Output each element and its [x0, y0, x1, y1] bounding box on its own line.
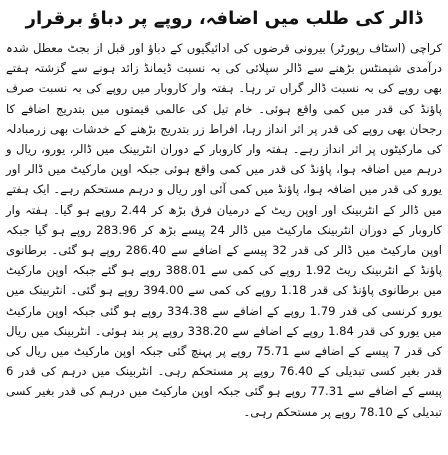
article-body: کراچی (اسٹاف رپورٹر) بیرونی قرضوں کی ادائیگیوں کے دباؤ اور قبل از بجٹ معطل شدہ درآمدی شپمنٹس بڑھنے سے ڈالر سپلائی کی بہ نسبت ڈیمانڈ زائد ہونے سے گزشتہ ہفتے بھی روپے کی بہ نسبت ڈالر گراں تر رہا۔ ہفتہ وار کاروبار میں روپے کی بہ نسبت صرف پاؤنڈ کی قدر میں کمی واقع ہوئی۔ خام تیل کی عالمی قیمتوں میں بتدریج اضافے کا رجحان بھی روپے کی قدر پر اثر انداز رہا، افراط زر بتدریج بڑھنے کے خدشات بھی زرمبادلہ کی مارکیٹوں پر اثر انداز رہے۔ ہفتہ وار کاروبار کے دوران انٹربینک میں ڈالر، یورو، ریال و درہم میں اضافہ ہوا، پاؤنڈ کی قدر میں کمی واقع ہوئی جبکہ اوپن مارکیٹ میں ڈالر اور یورو کی قدر میں اضافہ ہوا، پاؤنڈ میں کمی آئی اور ریال و درہم مستحکم رہے۔ ایک ہفتے میں ڈالر کے انٹربینک اور اوپن ریٹ کے درمیان فرق بڑھ کر 2.44 روپے ہو گیا۔ ہفتہ وار کاروبار کے دوران انٹربینک مارکیٹ میں ڈالر 24 پیسے بڑھ کر 283.96 روپے ہو گیا جبکہ اوپن مارکیٹ میں ڈالر کی قدر 32 پیسے کے اضافے سے 286.40 روپے ہو گئی۔ برطانوی پاؤنڈ کے انٹربینک ریٹ 1.92 روپے کی کمی سے 388.01 روپے ہو گئے جبکہ اوپن مارکیٹ میں برطانوی پاؤنڈ کی قدر 1.18 روپے کی کمی سے 394.00 روپے ہو گئی۔ انٹربینک میں یورو کرنسی کی قدر 1.79 روپے کے اضافے سے 334.38 روپے ہو گئی جبکہ اوپن مارکیٹ میں یورو کی قدر 1.84 روپے کے اضافے سے 338.20 روپے پر بند ہوئی۔ انٹربینک میں ریال کی قدر 7 پیسے کے اضافے سے 75.71 روپے پر پہنچ گئی جبکہ اوپن مارکیٹ میں ریال کی قدر بغیر کسی تبدیلی کے 76.40 روپے پر مستحکم رہی۔ انٹربینک میں درہم کی قدر 6 پیسے کے اضافے سے 77.31 روپے ہو گئی جبکہ اوپن مارکیٹ میں درہم کی قدر بغیر کسی تبدیلی کے 78.10 روپے پر مستحکم رہی۔ [6, 41, 443, 419]
article-headline: ڈالر کی طلب میں اضافہ، روپے پر دباؤ برقرار [25, 8, 423, 29]
